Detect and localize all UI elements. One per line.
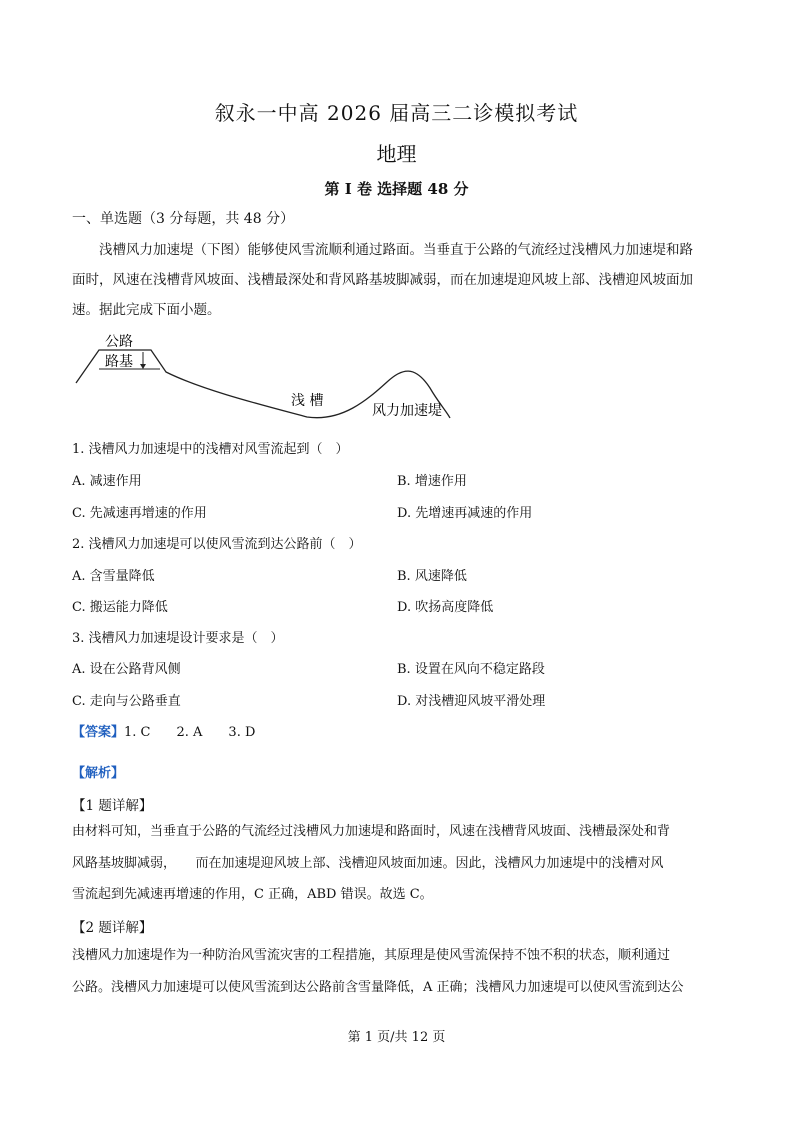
volume-heading: 第 I 卷 选择题 48 分 bbox=[324, 180, 469, 198]
arrow-head bbox=[140, 364, 146, 369]
q1-option-d: D. 先增速再减速的作用 bbox=[397, 506, 533, 521]
q3-option-b: B. 设置在风向不稳定路段 bbox=[397, 662, 545, 677]
q3-option-c: C. 走向与公路垂直 bbox=[72, 694, 181, 709]
q2-detail-tag: 【2 题详解】 bbox=[72, 920, 153, 936]
q3-option-d: D. 对浅槽迎风坡平滑处理 bbox=[397, 694, 546, 709]
q2-option-b: B. 风速降低 bbox=[397, 569, 467, 584]
answer-tag: 【答案】 bbox=[72, 725, 125, 740]
material-line-2: 面时，风速在浅槽背风坡面、浅槽最深处和背风路基坡脚减弱，而在加速堤迎风坡上部、浅槽迎风坡面加 bbox=[72, 272, 693, 288]
material-line-3: 速。据此完成下面小题。 bbox=[72, 302, 221, 318]
q1-detail-line-2: 风路基坡脚减弱， 而在加速堤迎风坡上部、浅槽迎风坡面加速。因此，浅槽风力加速堤中的浅槽对风 bbox=[72, 856, 664, 871]
label-road: 公路 bbox=[105, 334, 133, 350]
q3-option-a: A. 设在公路背风侧 bbox=[72, 662, 181, 677]
q2-option-d: D. 吹扬高度降低 bbox=[397, 600, 494, 615]
q1-option-b: B. 增速作用 bbox=[397, 474, 467, 489]
page-number: 第 1 页/共 12 页 bbox=[347, 1030, 446, 1045]
material-line-1: 浅槽风力加速堤（下图）能够使风雪流顺利通过路面。当垂直于公路的气流经过浅槽风力加速堤和路 bbox=[99, 242, 693, 258]
q2-detail-line-1: 浅槽风力加速堤作为一种防治风雪流灾害的工程措施，其原理是使风雪流保持不蚀不积的状态，顺利通过 bbox=[72, 948, 671, 963]
subject-title: 地理 bbox=[376, 142, 417, 166]
q1-detail-line-3: 雪流起到先减速再增速的作用，C 正确，ABD 错误。故选 C。 bbox=[72, 887, 433, 902]
exam-title: 叙永一中高 2026 届高三二诊模拟考试 bbox=[214, 101, 579, 125]
label-roadbed: 路基 bbox=[105, 354, 133, 370]
label-dike: 风力加速堤 bbox=[372, 403, 442, 419]
question-2: 2. 浅槽风力加速堤可以使风雪流到达公路前（ ） bbox=[72, 537, 362, 552]
q1-detail-tag: 【1 题详解】 bbox=[72, 798, 153, 814]
q2-option-a: A. 含雪量降低 bbox=[72, 569, 155, 584]
question-3: 3. 浅槽风力加速堤设计要求是（ ） bbox=[72, 631, 284, 646]
analysis-tag: 【解析】 bbox=[72, 766, 125, 781]
answer-block bbox=[72, 721, 255, 740]
label-trough: 浅 槽 bbox=[291, 393, 324, 409]
q1-option-a: A. 减速作用 bbox=[72, 474, 142, 489]
q2-detail-line-2: 公路。浅槽风力加速堤可以使风雪流到达公路前含雪量降低，A 正确；浅槽风力加速堤可以使风雪流到达公 bbox=[72, 980, 684, 995]
section-heading: 一、单选题（3 分每题，共 48 分） bbox=[72, 211, 295, 227]
question-1: 1. 浅槽风力加速堤中的浅槽对风雪流起到（ ） bbox=[72, 442, 349, 457]
terrain-diagram bbox=[72, 330, 492, 429]
q1-detail-line-1: 由材料可知，当垂直于公路的气流经过浅槽风力加速堤和路面时，风速在浅槽背风坡面、浅槽最深处和背 bbox=[72, 824, 671, 839]
answer-text: 1. C 2. A 3. D bbox=[124, 725, 256, 740]
q1-option-c: C. 先减速再增速的作用 bbox=[72, 506, 207, 521]
terrain-profile-svg bbox=[72, 330, 492, 425]
q2-option-c: C. 搬运能力降低 bbox=[72, 600, 168, 615]
